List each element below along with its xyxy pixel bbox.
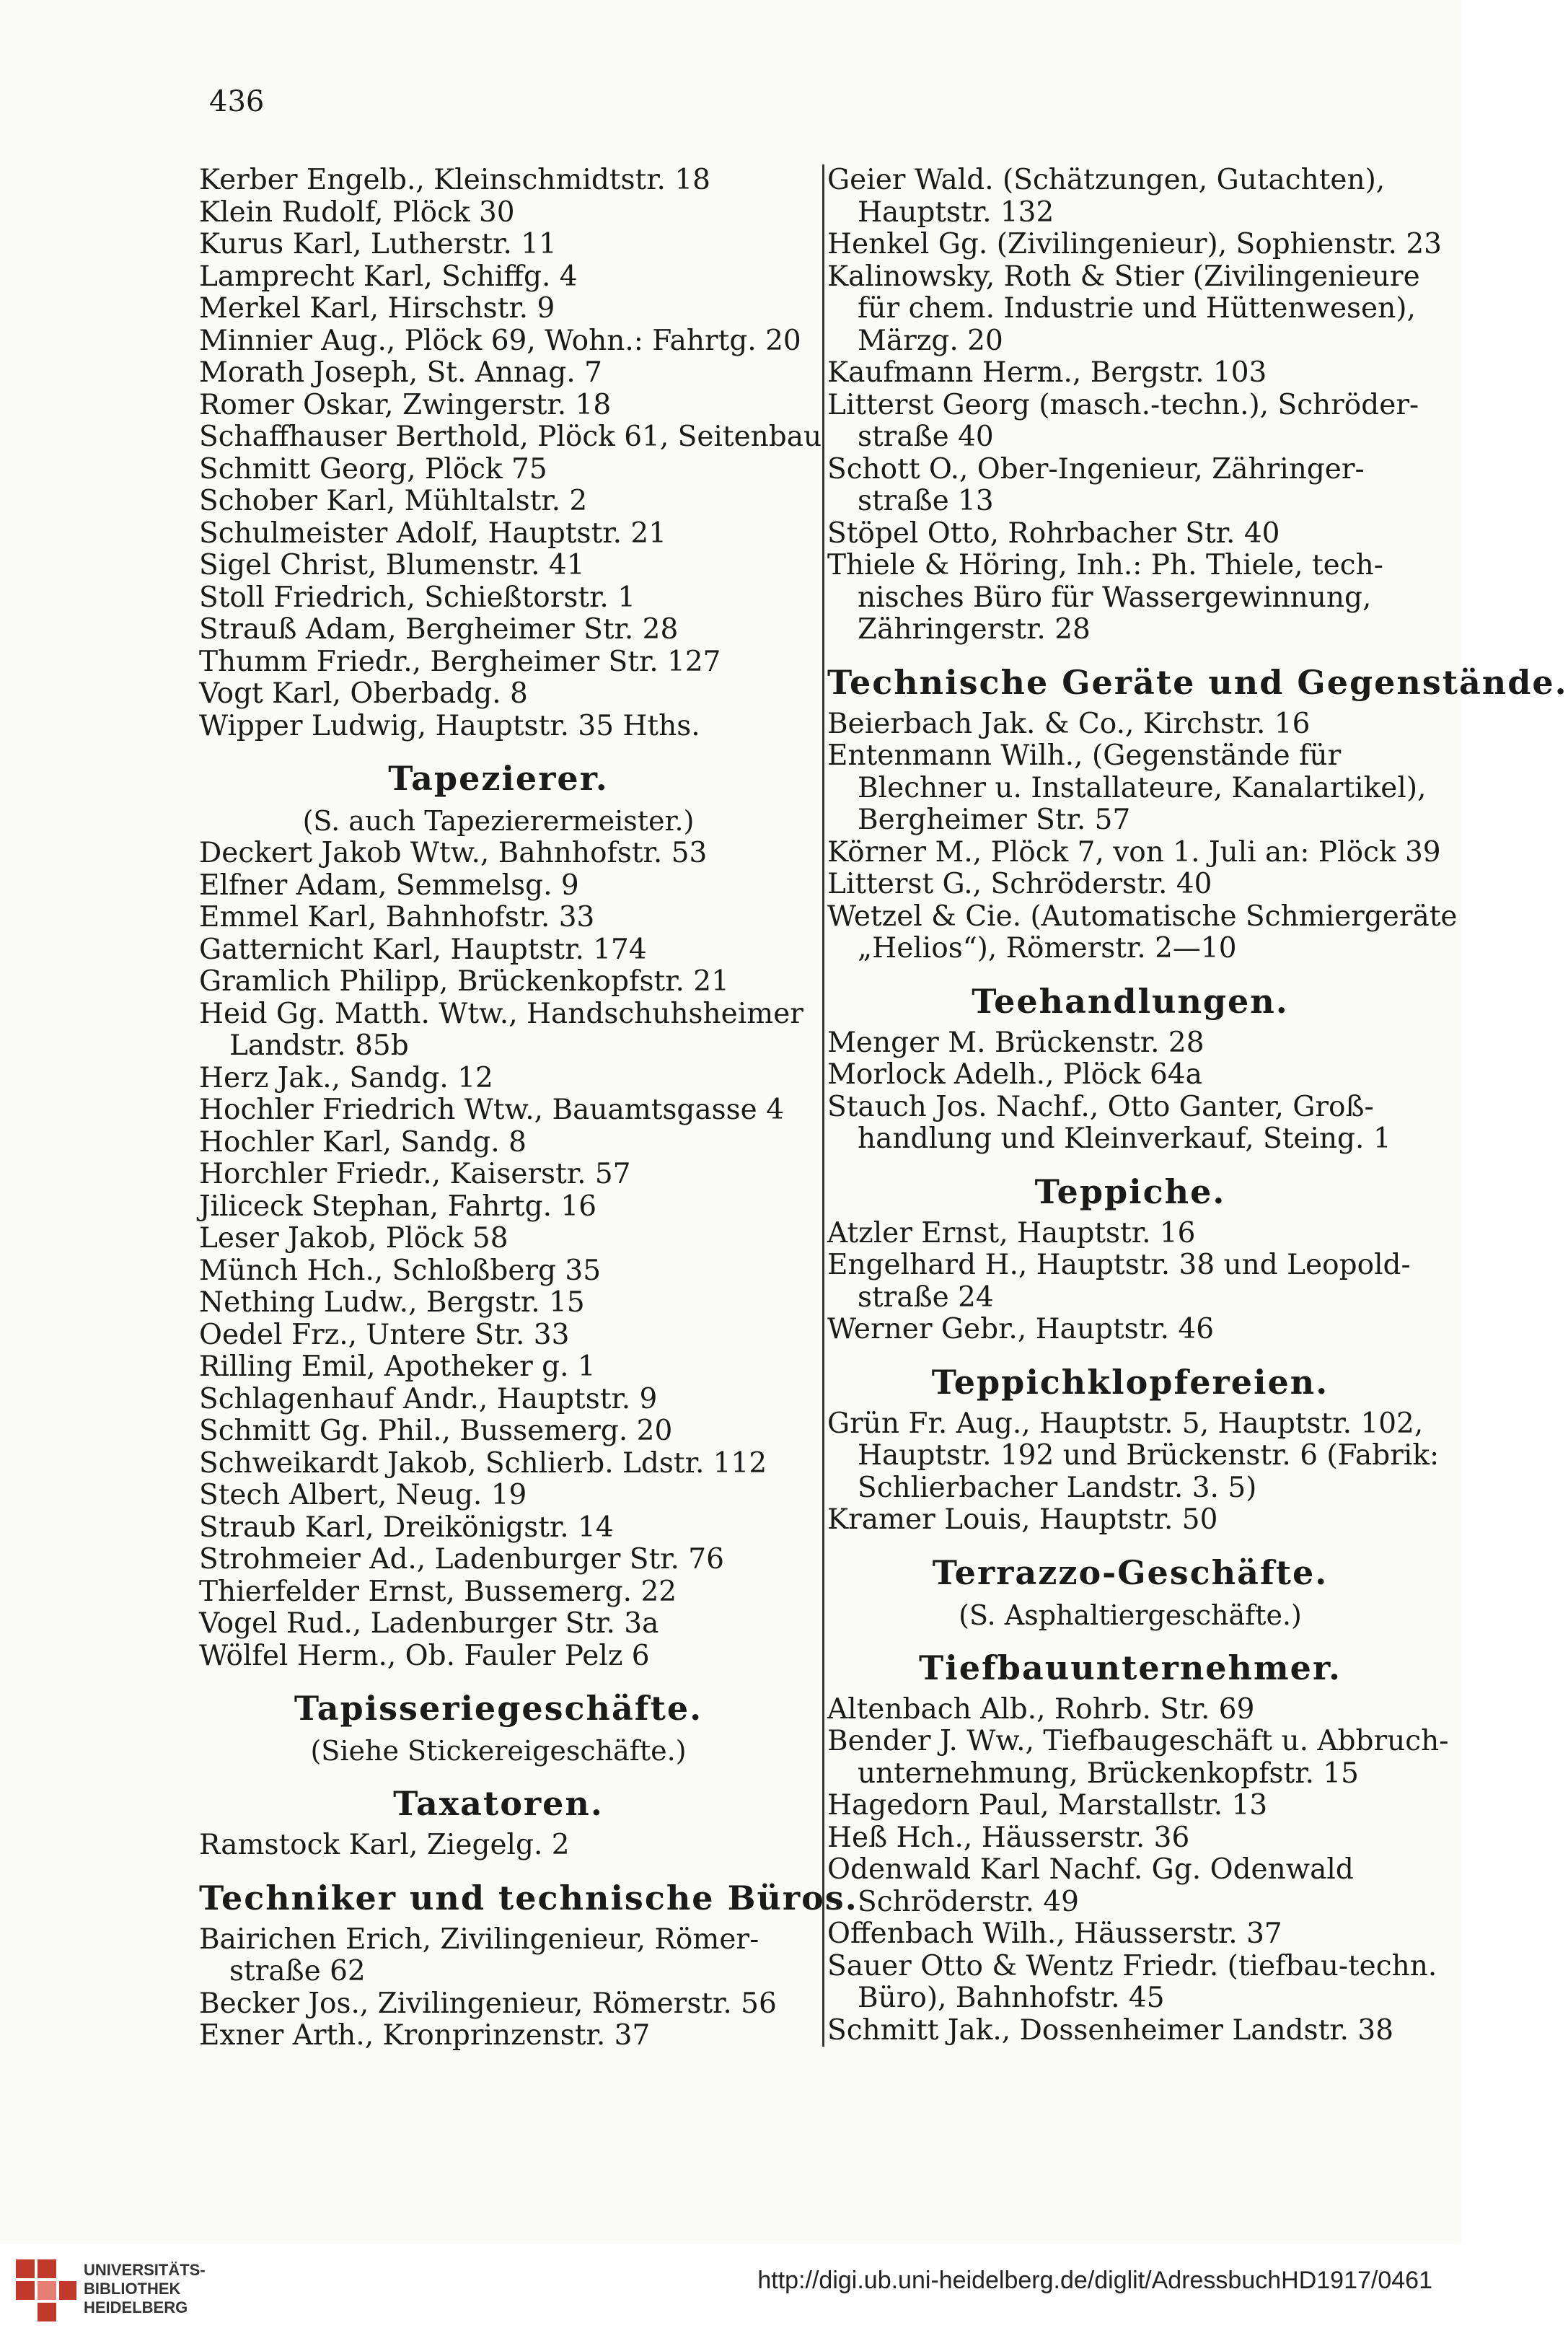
directory-entry: Elfner Adam, Semmelsg. 9 [199, 869, 579, 902]
directory-entry: Heid Gg. Matth. Wtw., Handschuhsheimer [199, 997, 803, 1030]
section-heading: Teppiche. [1034, 1172, 1226, 1211]
left-column [199, 164, 858, 2052]
directory-entry: Heß Hch., Häusserstr. 36 [827, 1821, 1190, 1854]
directory-entry: Romer Oskar, Zwingerstr. 18 [199, 388, 612, 421]
directory-entry: Schaffhauser Berthold, Plöck 61, Seitenbau [199, 421, 822, 453]
directory-entry-continuation: Hauptstr. 192 und Brückenstr. 6 (Fabrik: [858, 1439, 1440, 1472]
directory-entry: Sauer Otto & Wentz Friedr. (tiefbau-techn. [827, 1949, 1437, 1982]
section-note: (Siehe Stickereigeschäfte.) [310, 1735, 687, 1767]
directory-entry: Deckert Jakob Wtw., Bahnhofstr. 53 [199, 837, 708, 869]
directory-entry: Bender J. Ww., Tiefbaugeschäft u. Abbruch- [827, 1725, 1449, 1757]
library-name-line: BIBLIOTHEK [84, 2280, 181, 2298]
directory-entry: Nething Ludw., Bergstr. 15 [199, 1286, 585, 1319]
directory-entry: Herz Jak., Sandg. 12 [199, 1061, 493, 1094]
directory-entry: Körner M., Plöck 7, von 1. Juli an: Plöck 39 [827, 835, 1441, 869]
directory-entry-continuation: straße 40 [858, 421, 994, 453]
section-heading: Teppichklopfereien. [931, 1362, 1329, 1402]
directory-entry-continuation: unternehmung, Brückenkopfstr. 15 [858, 1757, 1359, 1790]
directory-entry: Schlagenhauf Andr., Hauptstr. 9 [199, 1382, 658, 1415]
directory-entry: Menger M. Brückenstr. 28 [827, 1026, 1204, 1059]
directory-entry-continuation: für chem. Industrie und Hüttenwesen), [858, 292, 1416, 325]
directory-entry-continuation: Blechner u. Installateure, Kanalartikel), [858, 771, 1427, 804]
directory-entry: Kalinowsky, Roth & Stier (Zivilingenieure [827, 260, 1420, 293]
directory-entry-continuation: Hauptstr. 132 [858, 196, 1054, 229]
directory-entry-continuation: straße 13 [858, 485, 994, 517]
section-heading: Tapezierer. [388, 759, 609, 798]
directory-entry: Schweikardt Jakob, Schlierb. Ldstr. 112 [199, 1446, 767, 1480]
section-note: (S. auch Tapezierermeister.) [302, 805, 695, 837]
directory-entry: Hochler Karl, Sandg. 8 [199, 1125, 527, 1159]
directory-entry: Wetzel & Cie. (Automatische Schmiergeräte [827, 900, 1458, 933]
section-heading: Taxatoren. [393, 1784, 604, 1823]
directory-entry: Schott O., Ober-Ingenieur, Zähringer- [827, 452, 1365, 486]
directory-entry: Engelhard H., Hauptstr. 38 und Leopold- [827, 1249, 1411, 1281]
page-number: 436 [209, 85, 265, 118]
directory-entry: Merkel Karl, Hirschstr. 9 [199, 292, 555, 325]
directory-entry: Kerber Engelb., Kleinschmidtstr. 18 [199, 164, 710, 196]
directory-entry: Sigel Christ, Blumenstr. 41 [199, 549, 585, 581]
directory-entry-continuation: Zähringerstr. 28 [858, 613, 1091, 646]
directory-entry: Thierfelder Ernst, Bussemerg. 22 [199, 1575, 677, 1608]
directory-entry: Werner Gebr., Hauptstr. 46 [827, 1313, 1215, 1345]
directory-entry: Lamprecht Karl, Schiffg. 4 [199, 260, 578, 293]
section-heading: Tiefbauunternehmer. [919, 1648, 1342, 1687]
directory-entry: Altenbach Alb., Rohrb. Str. 69 [827, 1692, 1255, 1726]
directory-entry: Hochler Friedrich Wtw., Bauamtsgasse 4 [199, 1094, 784, 1126]
section-heading: Tapisseriegeschäfte. [294, 1689, 703, 1728]
directory-entry: Strauß Adam, Bergheimer Str. 28 [199, 613, 679, 646]
directory-entry: Gramlich Philipp, Brückenkopfstr. 21 [199, 965, 729, 998]
directory-entry: Vogel Rud., Ladenburger Str. 3a [199, 1607, 659, 1640]
directory-entry: Kramer Louis, Hauptstr. 50 [827, 1503, 1218, 1536]
directory-entry: Litterst Georg (masch.-techn.), Schröder- [827, 388, 1419, 421]
directory-entry: Stöpel Otto, Rohrbacher Str. 40 [827, 517, 1280, 550]
directory-entry: Stauch Jos. Nachf., Otto Ganter, Groß- [827, 1090, 1374, 1123]
section-heading: Technische Geräte und Gegenstände. [827, 662, 1568, 702]
directory-entry: Thumm Friedr., Bergheimer Str. 127 [199, 645, 721, 678]
directory-entry: Beierbach Jak. & Co., Kirchstr. 16 [827, 707, 1311, 740]
directory-entry: Rilling Emil, Apotheker g. 1 [199, 1350, 596, 1383]
directory-entry: Odenwald Karl Nachf. Gg. Odenwald [827, 1853, 1354, 1886]
directory-entry: Atzler Ernst, Hauptstr. 16 [827, 1216, 1196, 1249]
directory-entry: Schmitt Georg, Plöck 75 [199, 452, 547, 486]
directory-entry-continuation: Schröderstr. 49 [858, 1885, 1079, 1918]
directory-entry: Thiele & Höring, Inh.: Ph. Thiele, tech- [827, 549, 1383, 581]
directory-entry-continuation: Märzg. 20 [858, 324, 1003, 357]
directory-entry: Morath Joseph, St. Annag. 7 [199, 356, 602, 389]
library-name-line: HEIDELBERG [84, 2298, 188, 2316]
directory-entry-continuation: Büro), Bahnhofstr. 45 [858, 1982, 1165, 2014]
directory-entry-continuation: straße 24 [858, 1280, 994, 1314]
directory-entry-continuation: handlung und Kleinverkauf, Steing. 1 [858, 1123, 1391, 1155]
directory-entry: Litterst G., Schröderstr. 40 [827, 868, 1212, 900]
directory-entry: Hagedorn Paul, Marstallstr. 13 [827, 1789, 1268, 1822]
directory-entry: Emmel Karl, Bahnhofstr. 33 [199, 901, 595, 933]
section-heading: Techniker und technische Büros. [199, 1878, 858, 1917]
library-name-line: UNIVERSITÄTS- [84, 2261, 206, 2279]
section-heading: Terrazzo-Geschäfte. [932, 1552, 1329, 1592]
directory-entry: Bairichen Erich, Zivilingenieur, Römer- [199, 1923, 759, 1956]
directory-entry: Grün Fr. Aug., Hauptstr. 5, Hauptstr. 102, [827, 1407, 1424, 1440]
directory-entry: Jiliceck Stephan, Fahrtg. 16 [199, 1190, 597, 1223]
directory-entry: Vogt Karl, Oberbadg. 8 [199, 677, 528, 710]
directory-entry: Ramstock Karl, Ziegelg. 2 [199, 1829, 570, 1861]
right-column [822, 164, 1568, 2047]
directory-entry: Klein Rudolf, Plöck 30 [199, 196, 515, 229]
directory-entry: Minnier Aug., Plöck 69, Wohn.: Fahrtg. 20 [199, 324, 801, 357]
directory-entry: Schmitt Gg. Phil., Bussemerg. 20 [199, 1415, 673, 1447]
directory-entry: Kaufmann Herm., Bergstr. 103 [827, 356, 1267, 389]
directory-entry: Horchler Friedr., Kaiserstr. 57 [199, 1158, 631, 1190]
directory-entry: Schmitt Jak., Dossenheimer Landstr. 38 [827, 2013, 1394, 2047]
directory-entry: Wipper Ludwig, Hauptstr. 35 Hths. [199, 709, 700, 742]
section-heading: Teehandlungen. [972, 981, 1289, 1021]
directory-entry: Leser Jakob, Plöck 58 [199, 1222, 508, 1255]
directory-entry: Offenbach Wilh., Häusserstr. 37 [827, 1917, 1282, 1950]
footer-bar [0, 2244, 1461, 2346]
directory-entry-continuation: nisches Büro für Wassergewinnung, [858, 581, 1372, 614]
library-name [84, 2261, 206, 2317]
directory-entry-continuation: Schlierbacher Landstr. 3. 5) [858, 1471, 1257, 1504]
directory-entry-continuation: Bergheimer Str. 57 [858, 804, 1131, 836]
directory-entry: Oedel Frz., Untere Str. 33 [199, 1318, 570, 1351]
university-library-logo-icon [16, 2259, 76, 2323]
source-url-link[interactable]: http://digi.ub.uni-heidelberg.de/diglit/AdressbuchHD1917/0461 [757, 2267, 1432, 2294]
directory-entry: Exner Arth., Kronprinzenstr. 37 [199, 2019, 651, 2052]
directory-entry: Entenmann Wilh., (Gegenstände für [827, 739, 1342, 772]
directory-entry: Schober Karl, Mühltalstr. 2 [199, 485, 588, 517]
directory-entry: Becker Jos., Zivilingenieur, Römerstr. 56 [199, 1987, 777, 2020]
directory-entry-continuation: „Helios“), Römerstr. 2—10 [858, 932, 1237, 965]
directory-entry-continuation: Landstr. 85b [229, 1029, 409, 1062]
directory-entry: Stech Albert, Neug. 19 [199, 1479, 527, 1511]
directory-entry: Gatternicht Karl, Hauptstr. 174 [199, 933, 647, 966]
directory-entry: Schulmeister Adolf, Hauptstr. 21 [199, 517, 667, 550]
directory-entry: Geier Wald. (Schätzungen, Gutachten), [827, 164, 1386, 196]
directory-entry: Strohmeier Ad., Ladenburger Str. 76 [199, 1543, 724, 1576]
directory-entry: Wölfel Herm., Ob. Fauler Pelz 6 [199, 1639, 650, 1672]
directory-entry: Kurus Karl, Lutherstr. 11 [199, 228, 557, 260]
directory-entry: Henkel Gg. (Zivilingenieur), Sophienstr. 23 [827, 228, 1442, 260]
directory-entry: Münch Hch., Schloßberg 35 [199, 1254, 602, 1287]
directory-entry: Morlock Adelh., Plöck 64a [827, 1058, 1202, 1091]
directory-entry: Straub Karl, Dreikönigstr. 14 [199, 1511, 614, 1544]
directory-entry: Stoll Friedrich, Schießtorstr. 1 [199, 581, 636, 614]
section-note: (S. Asphaltiergeschäfte.) [959, 1599, 1302, 1631]
directory-entry-continuation: straße 62 [229, 1955, 366, 1987]
